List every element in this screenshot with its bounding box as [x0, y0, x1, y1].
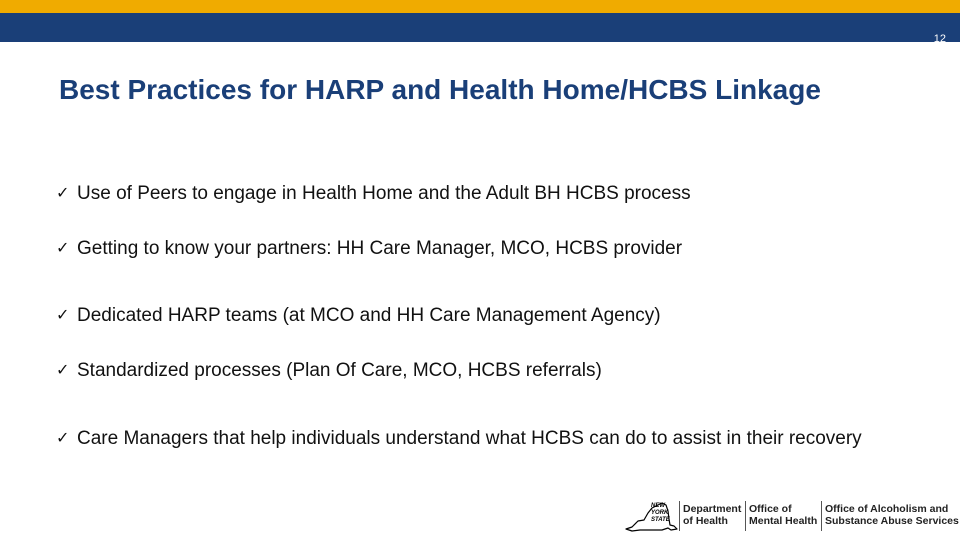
- oasas-logo: Office of Alcoholism and Substance Abuse Services: [825, 503, 959, 527]
- logo-divider: [745, 501, 746, 531]
- bullet-text: Getting to know your partners: HH Care Manager, MCO, HCBS provider: [77, 238, 683, 259]
- check-icon: ✓: [56, 430, 70, 447]
- bullet-text: Care Managers that help individuals understand what HCBS can do to assist in their recovery: [77, 428, 862, 449]
- page-number: 12: [933, 33, 946, 45]
- bullet-text: Use of Peers to engage in Health Home and the Adult BH HCBS process: [77, 183, 691, 204]
- check-icon: ✓: [56, 307, 70, 324]
- logo-divider: [821, 501, 822, 531]
- bullet-text: Dedicated HARP teams (at MCO and HH Care Management Agency): [77, 305, 661, 326]
- list-item: [56, 359, 916, 383]
- doh-logo: Department of Health: [683, 503, 742, 527]
- list-item: [56, 427, 916, 451]
- bullet-text: Standardized processes (Plan Of Care, MCO, HCBS referrals): [77, 360, 602, 381]
- check-icon: ✓: [56, 185, 70, 202]
- agency-logo-bar: [622, 497, 959, 535]
- header-gold-bar: [0, 0, 960, 13]
- list-item: [56, 304, 916, 328]
- list-item: [56, 182, 916, 206]
- omh-logo: Office of Mental Health: [749, 503, 818, 527]
- slide-title: Best Practices for HARP and Health Home/HCBS Linkage: [59, 74, 821, 105]
- state-logo-text: NEW YORK STATE: [651, 503, 670, 523]
- list-item: [56, 237, 916, 261]
- logo-divider: [679, 501, 680, 531]
- check-icon: ✓: [56, 362, 70, 379]
- check-icon: ✓: [56, 240, 70, 257]
- header-blue-bar: [0, 13, 960, 45]
